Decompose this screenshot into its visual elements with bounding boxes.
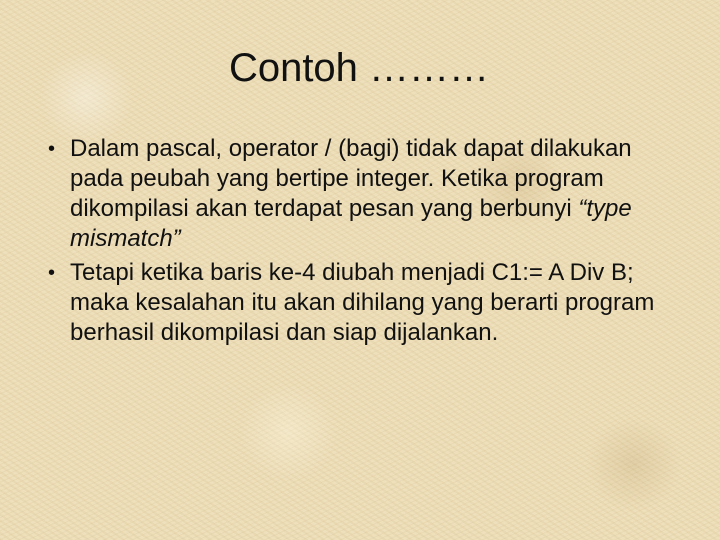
bullet-list bbox=[48, 134, 688, 352]
bullet-item-1 bbox=[48, 134, 688, 254]
bullet-text-2: Tetapi ketika baris ke-4 diubah menjadi C1:= A Div B; maka kesalahan itu akan dihilang yang berarti program berhasil dikompilasi dan siap dijalankan. bbox=[70, 259, 655, 346]
slide-title-text: Contoh ……… bbox=[228, 46, 490, 90]
bullet-text-1: Dalam pascal, operator / (bagi) tidak dapat dilakukan pada peubah yang bertipe integer. Ketika program dikompilasi akan terdapat pesan yang berbunyi bbox=[70, 135, 632, 222]
slide-title bbox=[0, 44, 720, 92]
bullet-item-2 bbox=[48, 258, 688, 348]
bullet-icon: • bbox=[48, 138, 56, 160]
bullet-emphasis-1: “type mismatch” bbox=[70, 195, 632, 252]
bullet-icon: • bbox=[48, 262, 56, 284]
